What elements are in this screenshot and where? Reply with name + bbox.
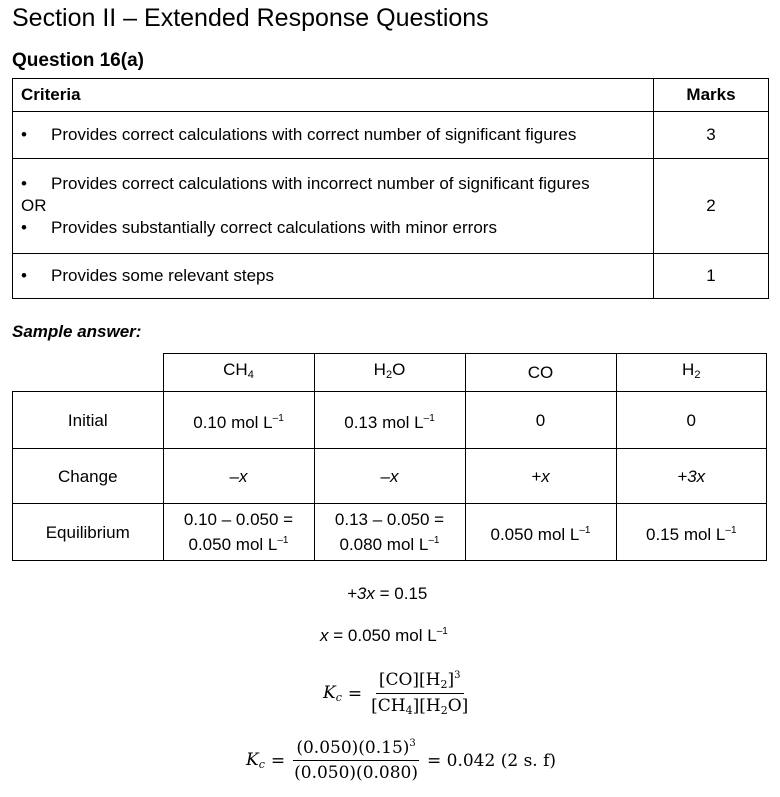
criteria-cell xyxy=(13,254,654,299)
criterion-text: Provides correct calculations with correct number of significant figures xyxy=(51,125,577,144)
row-label-change: Change xyxy=(13,449,164,504)
initial-row xyxy=(13,392,767,449)
equilibrium-h2: 0.15 mol $L^{-1}$ xyxy=(616,504,767,561)
change-co: +x xyxy=(465,449,616,504)
criteria-header-row xyxy=(13,79,769,112)
empty-corner-cell xyxy=(13,354,164,392)
initial-h2: 0 xyxy=(616,392,767,449)
ice-table xyxy=(12,353,767,561)
equilibrium-ch4: 0.10 – 0.050 = 0.050 mol $L^{-1}$ xyxy=(163,504,314,561)
equation-x: x = 0.050 mol $L^{-1}$ xyxy=(320,626,448,645)
species-h2: $H_2$ xyxy=(616,354,767,392)
criteria-row xyxy=(13,254,769,299)
marking-criteria-table xyxy=(12,78,769,299)
kc-calculation: $K_c$ = $\frac{(0.050)(0.15)^3}{(0.050)(0.080)}$ = 0.042 (2 s. f) xyxy=(246,738,557,783)
equation-3x: +3x = 0.15 xyxy=(347,584,428,603)
kc-expression: $K_c$ = $\frac{[CO][H_2]^3}{[CH_4][H_2O]}$ xyxy=(323,670,469,717)
criteria-row xyxy=(13,112,769,159)
species-header-row xyxy=(13,354,767,392)
bullet: • xyxy=(21,266,27,285)
question-title: Question 16(a) xyxy=(12,50,144,71)
section-title: Section II – Extended Response Questions xyxy=(12,4,489,32)
criteria-row xyxy=(13,159,769,254)
bullet: • xyxy=(21,125,27,144)
initial-ch4: 0.10 mol $L^{-1}$ xyxy=(163,392,314,449)
species-co: CO xyxy=(465,354,616,392)
row-label-initial: Initial xyxy=(13,392,164,449)
change-h2o: –x xyxy=(314,449,465,504)
bullet: • xyxy=(21,174,27,193)
initial-h2o: 0.13 mol $L^{-1}$ xyxy=(314,392,465,449)
equilibrium-co: 0.050 mol $L^{-1}$ xyxy=(465,504,616,561)
change-row xyxy=(13,449,767,504)
sample-answer-label: Sample answer: xyxy=(12,322,142,341)
bullet: • xyxy=(21,218,27,237)
change-ch4: –x xyxy=(163,449,314,504)
mark-value: 2 xyxy=(654,159,769,254)
criterion-text: Provides correct calculations with incorrect number of significant figures xyxy=(51,174,590,193)
criteria-header: Criteria xyxy=(13,79,654,112)
row-label-equilibrium: Equilibrium xyxy=(13,504,164,561)
equilibrium-h2o: 0.13 – 0.050 = 0.080 mol $L^{-1}$ xyxy=(314,504,465,561)
change-h2: +3x xyxy=(616,449,767,504)
species-h2o: $H_2O$ xyxy=(314,354,465,392)
criterion-text: Provides substantially correct calculations with minor errors xyxy=(51,218,497,237)
mark-value: 1 xyxy=(654,254,769,299)
or-label: OR xyxy=(21,196,47,215)
criterion-text: Provides some relevant steps xyxy=(51,266,274,285)
mark-value: 3 xyxy=(654,112,769,159)
equilibrium-row xyxy=(13,504,767,561)
criteria-cell xyxy=(13,112,654,159)
species-ch4: $CH_4$ xyxy=(163,354,314,392)
criteria-cell xyxy=(13,159,654,254)
marks-header: Marks xyxy=(654,79,769,112)
initial-co: 0 xyxy=(465,392,616,449)
